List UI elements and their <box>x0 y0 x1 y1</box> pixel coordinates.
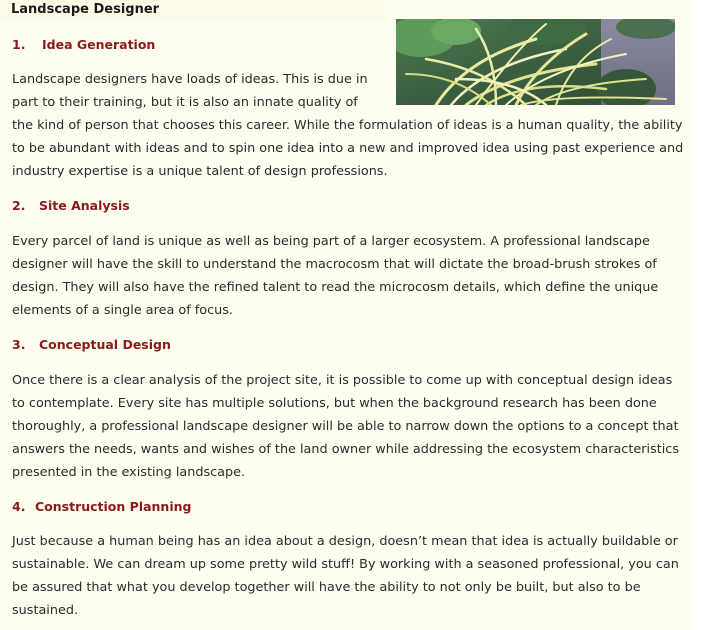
section-body: Once there is a clear analysis of the project site, it is possible to come up with conceptual design ideas to contemplate. Every site has multiple solutions, but when the background research has been done thoroughly, a professional landscape designer will be able to narrow down the options to a concept that answers the needs, wants and wishes of the land owner while addressing the ecosystem characteristics presented in the existing landscape. <box>12 373 679 480</box>
section-heading-construction-planning <box>12 498 191 516</box>
section-body: the kind of person that chooses this career. While the formulation of ideas is a human quality, the ability to be abundant with ideas and to spin one idea into a new and improved idea using past experience and industry expertise is a unique talent of design professions. <box>12 118 684 179</box>
section-title: Conceptual Design <box>39 337 171 352</box>
section-body-intro: Landscape designers have loads of ideas. This is due in part to their training, but it is also an innate quality of <box>12 72 368 110</box>
section-heading-idea-generation <box>12 36 155 54</box>
section-number: 4. <box>12 499 26 514</box>
section-number: 3. <box>12 337 26 352</box>
section-title: Idea Generation <box>42 37 156 52</box>
section-number: 2. <box>12 198 26 213</box>
section-body: Just because a human being has an idea about a design, doesn’t mean that idea is actually buildable or sustainable. We can dream up some pretty wild stuff! By working with a seasoned professional, you can be assured that what you develop together will have the ability to not only be built, but also to be sustained. <box>12 534 679 618</box>
section-heading-site-analysis <box>12 197 130 215</box>
section-heading-conceptual-design <box>12 336 171 354</box>
section-body: Every parcel of land is unique as well as being part of a larger ecosystem. A professional landscape designer will have the skill to understand the macrocosm that will dictate the broad-brush strokes of design. They will also have the refined talent to read the microcosm details, which define the unique elements of a single area of focus. <box>12 234 659 318</box>
section-title: Construction Planning <box>35 499 192 514</box>
section-number: 1. <box>12 37 26 52</box>
page-title: Landscape Designer <box>11 2 160 17</box>
ornamental-grass-photo <box>396 19 675 105</box>
section-title: Site Analysis <box>39 198 130 213</box>
